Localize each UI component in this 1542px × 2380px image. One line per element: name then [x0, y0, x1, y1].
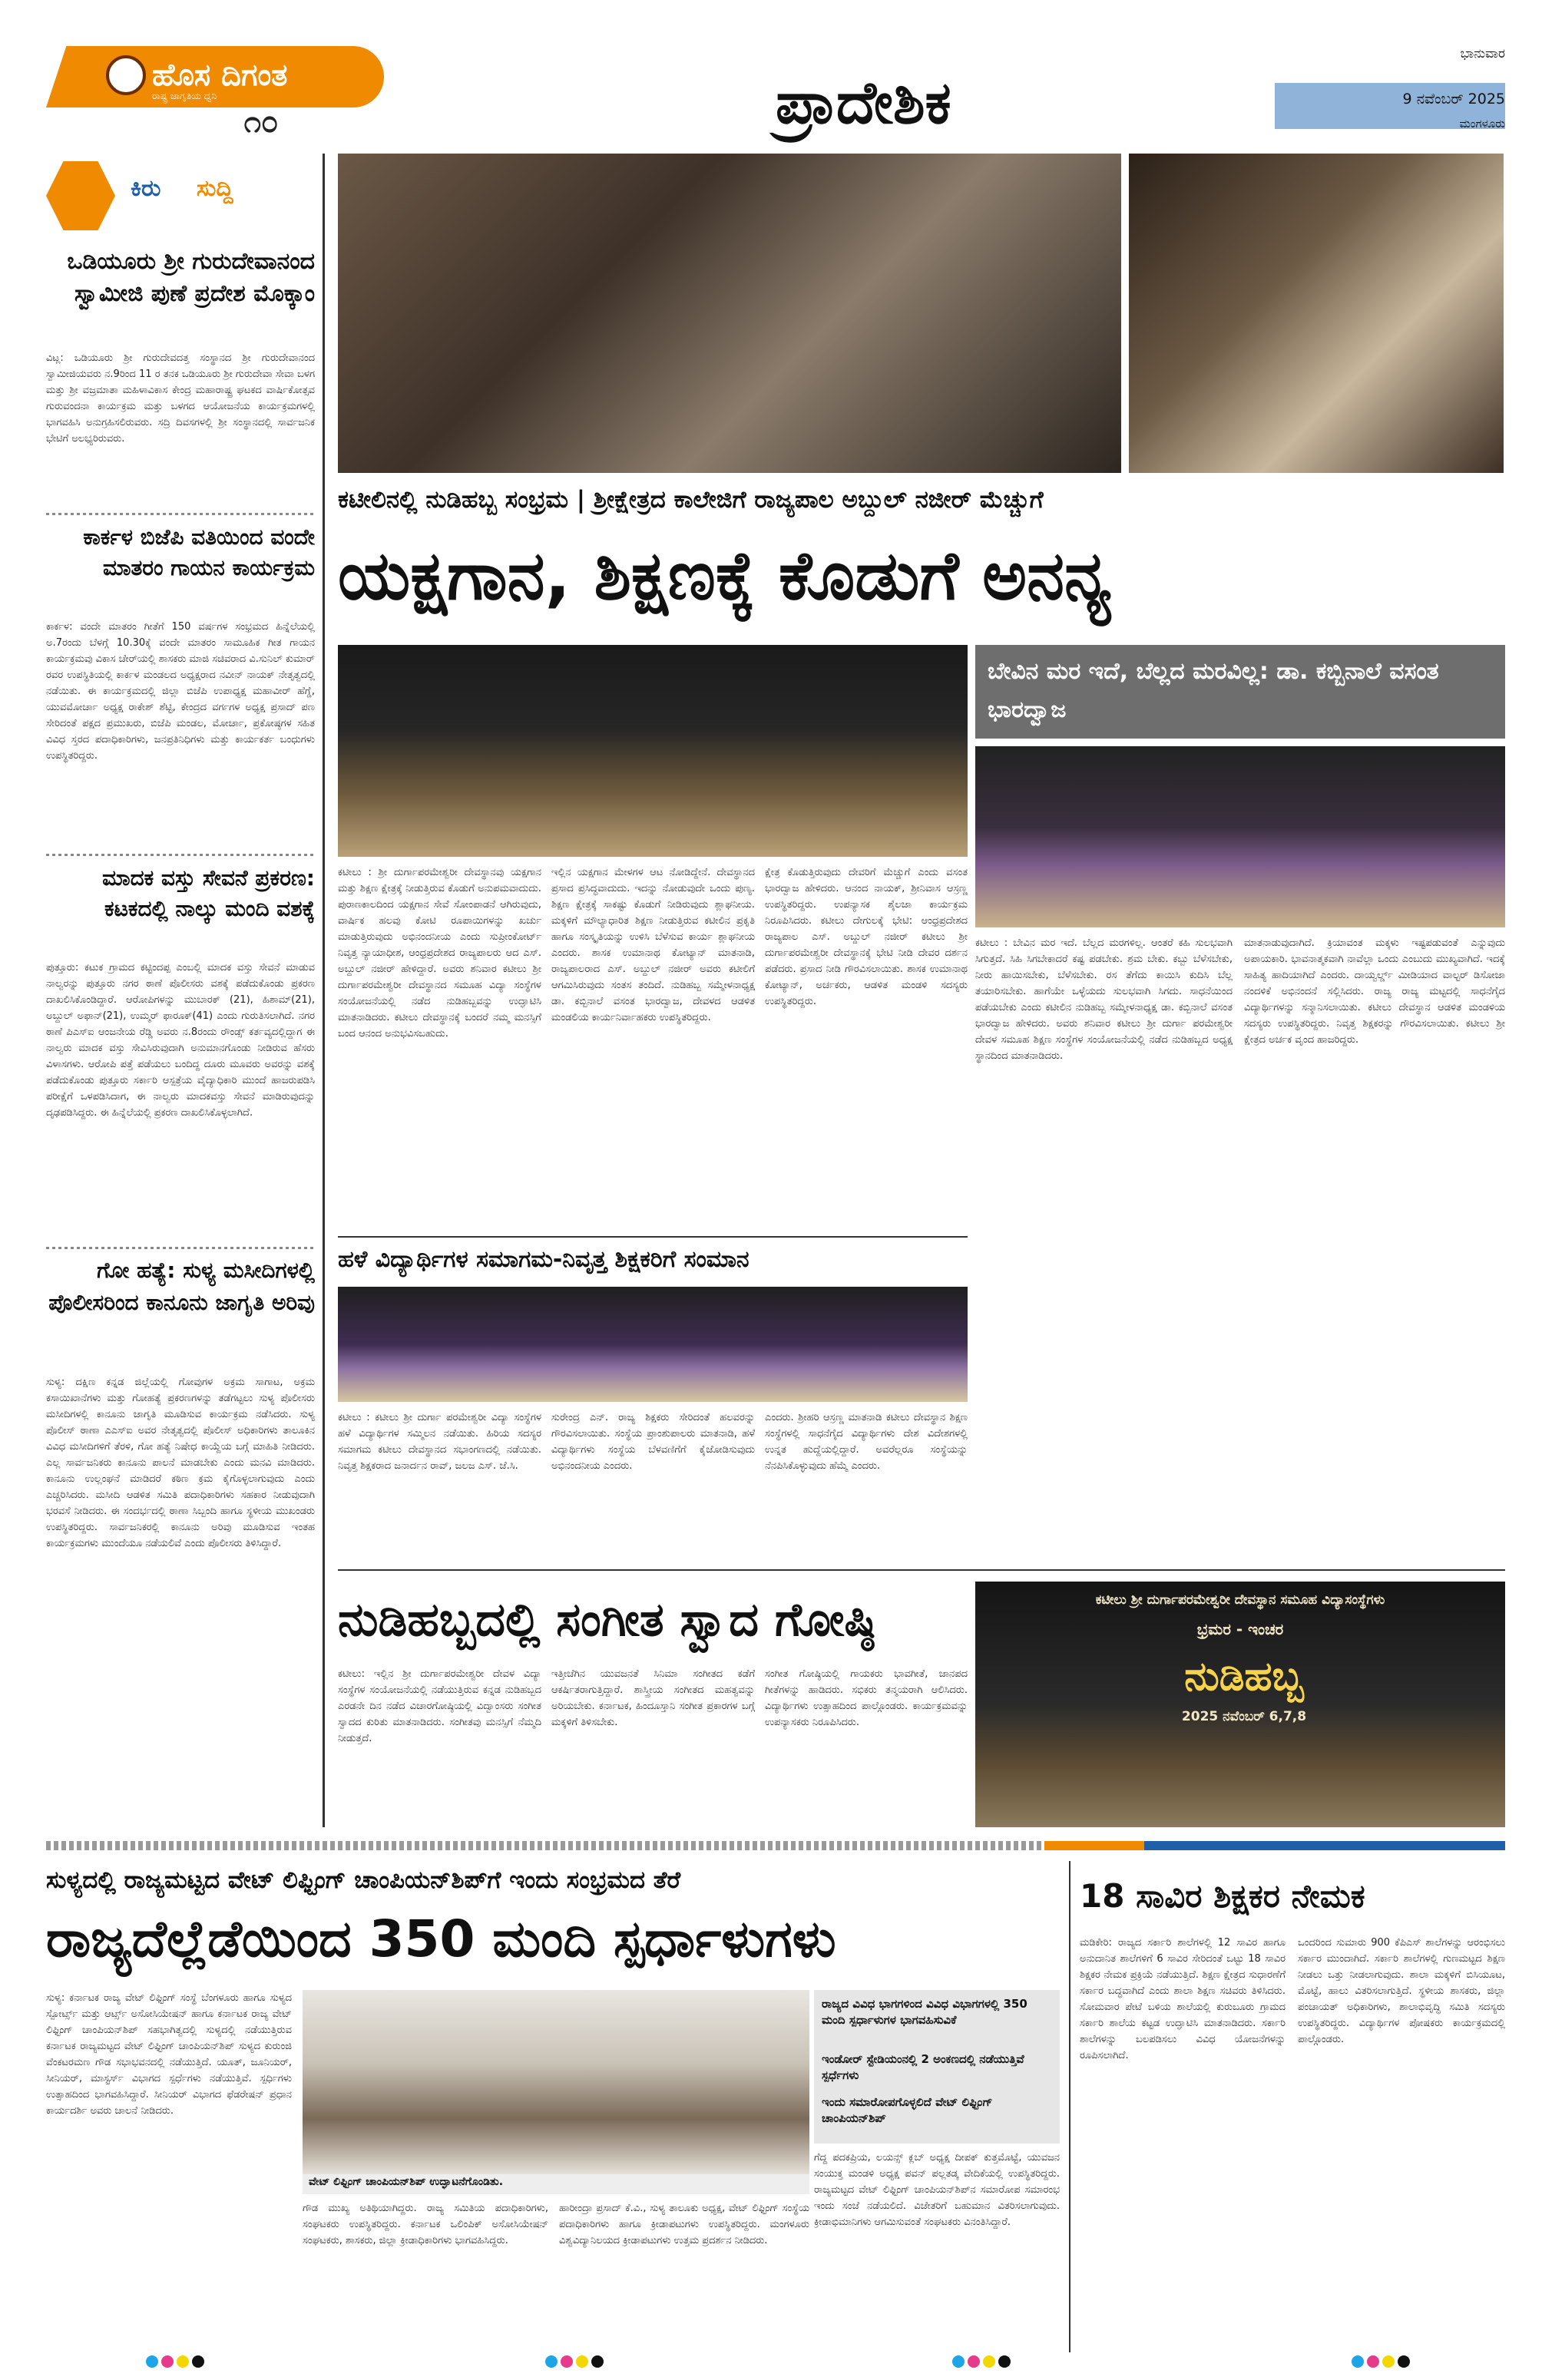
- section-rule-1: [338, 1569, 1505, 1571]
- sullia-col-2: ಗೌಡ ಮುಖ್ಯ ಅತಿಥಿಯಾಗಿದ್ದರು. ರಾಜ್ಯ ಸಮಿತಿಯ ಪದಾಧಿಕಾರಿಗಳು, ಸಂಘಟಕರು ಉಪಸ್ಥಿತರಿದ್ದರು. ಕರ್ನಾಟಕ ಒಲಿಂಪಿಕ್ ಅಸೋಸಿಯೇಷನ್ ಸಂಘಟಕರು, ಶಾಸಕರು, ಜಿಲ್ಲಾ ಕ್ರೀಡಾಧಿಕಾರಿಗಳು ಭಾಗವಹಿಸಿದ್ದರು.: [303, 2203, 548, 2246]
- right-col-1: ಕಟೀಲು : ಬೇವಿನ ಮರ ಇದೆ. ಬೆಲ್ಲದ ಮರಗಳಿಲ್ಲ. ಆಂತರೆ ಕಹಿ ಸುಲಭವಾಗಿ ಸಿಗುತ್ತದೆ. ಸಿಹಿ ಸಿಗಬೇಕಾದರೆ ಕಷ್ಟ ಪಡಬೇಕು. ಶ್ರಮ ಬೇಕು. ಕಬ್ಬು ಬೆಳೆಸಬೇಕು, ನೀರು ಹಾಯಿಸಬೇಕು, ಬೆಳೆಸಬೇಕು. ರಸ ತೆಗೆದು ಕಾಯಿಸಿ ಕುದಿಸಿ ಬೆಲ್ಲ ತಯಾರಿಸಬೇಕು. ಹಾಗೆಯೇ ಒಳ್ಳೆಯದು ಸುಲಭವಾಗಿ ಸಿಗದು. ಸಾಧನೆಯಿಂದ ಪಡೆಯಬೇಕು ಎಂದು ಕಟೀಲಿನ ನುಡಿಹಬ್ಬ ಸಮ್ಮೇಳನಾಧ್ಯಕ್ಷ ಡಾ. ಕಬ್ಬಿನಾಲೆ ವಸಂತ ಭಾರದ್ವಾಜ ಹೇಳಿದರು. ಅವರು ಶನಿವಾರ ಕಟೀಲು ಶ್ರೀ ದುರ್ಗಾ ಪರಮೇಶ್ವರೀ ದೇವಳ ಸಮೂಹ ಶಿಕ್ಷಣ ಸಂಸ್ಥೆಗಳ ಸಂಯೋಜನೆಯಲ್ಲಿ ನಡೆದ ನುಡಿಹಬ್ಬದ ಅಧ್ಯಕ್ಷ ಸ್ಥಾನದಿಂದ ಮಾತನಾಡಿದರು.: [975, 937, 1233, 1062]
- photo-felicitation-stage: [975, 746, 1505, 927]
- photo-governor-blessing: [1129, 154, 1504, 473]
- sidebar-headline-3: ಮಾದಕ ವಸ್ತು ಸೇವನೆ ಪ್ರಕರಣ: ಕಟಕದಲ್ಲಿ ನಾಲ್ಕು ಮಂದಿ ವಶಕ್ಕೆ: [102, 865, 315, 921]
- highlight-item-1: ರಾಜ್ಯದ ವಿವಿಧ ಭಾಗಗಳಿಂದ ವಿವಿಧ ವಿಭಾಗಗಳಲ್ಲಿ 350 ಮಂದಿ ಸ್ಪರ್ಧಾಳುಗಳ ಭಾಗವಹಿಸುವಿಕೆ: [822, 1997, 1027, 2027]
- photo-weightlifting-inauguration: [303, 1990, 809, 2174]
- hand-pointing-icon: [46, 161, 115, 230]
- banner-line-2: ಭ್ರಮರ - ಇಂಚರ: [1196, 1620, 1284, 1638]
- registration-dot: [1398, 2355, 1410, 2368]
- bottom-separator: [46, 1841, 1505, 1850]
- logo-tagline: ರಾಷ್ಟ್ರ ಜಾಗೃತಿಯ ಧ್ವನಿ: [152, 91, 217, 101]
- registration-dot: [983, 2355, 995, 2368]
- sidebar-headline-1: ಒಡಿಯೂರು ಶ್ರೀ ಗುರುದೇವಾನಂದ ಸ್ವಾಮೀಜಿ ಪುಣೆ ಪ್ರದೇಶ ಮೊಕ್ಕಾಂ: [67, 248, 315, 307]
- photo-alumni-felicitation: [338, 1287, 968, 1402]
- sullia-col-1: ಸುಳ್ಯ: ಕರ್ನಾಟಕ ರಾಜ್ಯ ವೇಟ್ ಲಿಫ್ಟಿಂಗ್ ಸಂಸ್ಥೆ ಬೆಂಗಳೂರು ಹಾಗೂ ಸುಳ್ಯದ ಸ್ಪೋರ್ಟ್ಸ್ ಮತ್ತು ಆರ್ಟ್ಸ್ ಅಸೋಸಿಯೇಷನ್ ಹಾಗೂ ಕರ್ನಾಟಕ ರಾಜ್ಯ ವೇಟ್ ಲಿಫ್ಟಿಂಗ್ ಚಾಂಪಿಯನ್‌ಶಿಪ್ ಸಹಭಾಗಿತ್ವದಲ್ಲಿ ಸುಳ್ಯದಲ್ಲಿ ನಡೆಯುತ್ತಿರುವ ಕರ್ನಾಟಕ ರಾಜ್ಯಮಟ್ಟದ ವೇಟ್ ಲಿಫ್ಟಿಂಗ್ ಚಾಂಪಿಯನ್‌ಶಿಪ್ ಸುಳ್ಯದ ಕುರುಂಜಿ ವೆಂಕಟರಮಣ ಗೌಡ ಸಭಾಭವನದಲ್ಲಿ ನಡೆಯುತ್ತಿದೆ. ಯೂತ್, ಜೂನಿಯರ್, ಸೀನಿಯರ್, ಮಾಸ್ಟರ್ಸ್ ವಿಭಾಗದ ಸ್ಪರ್ಧೆಗಳು ನಡೆಯುತ್ತಿವೆ. ಸ್ಪರ್ಧಿಗಳು ಉತ್ಸಾಹದಿಂದ ಭಾಗವಹಿಸಿದ್ದಾರೆ. ಸೀನಿಯರ್ ವಿಭಾಗದ ಫೆಡರೇಷನ್ ಪ್ರಧಾನ ಕಾರ್ಯದರ್ಶಿ ಅವರು ಚಾಲನೆ ನೀಡಿದರು.: [46, 1992, 292, 2117]
- registration-marks-row: [0, 2352, 1542, 2375]
- sullia-col-4: ಗೆದ್ದ ಪದಕಪ್ರಿಯ, ಲಯನ್ಸ್ ಕ್ಲಬ್ ಅಧ್ಯಕ್ಷ ದೀಪಕ್ ಕುತ್ತಮೊಟ್ಟೆ, ಯುವಜನ ಸಂಯುಕ್ತ ಮಂಡಳಿ ಅಧ್ಯಕ್ಷ ಪವನ್ ಪಲ್ಲತಡ್ಕ ವೇದಿಕೆಯಲ್ಲಿ ಉಪಸ್ಥಿತರಿದ್ದರು. ರಾಜ್ಯಮಟ್ಟದ ವೇಟ್ ಲಿಫ್ಟಿಂಗ್ ಚಾಂಪಿಯನ್‌ಶಿಪ್‌ನ ಸಮಾರೋಪ ಸಮಾರಂಭ ಇಂದು ಸಂಜೆ ನಡೆಯಲಿದೆ. ವಿಜೇತರಿಗೆ ಬಹುಮಾನ ವಿತರಿಸಲಾಗುವುದು. ಕ್ರೀಡಾಭಿಮಾನಿಗಳು ಆಗಮಿಸುವಂತೆ ಸಂಘಟಕರು ವಿನಂತಿಸಿದ್ದಾರೆ.: [814, 2152, 1060, 2228]
- alumni-col-2: ಸುರೇಂದ್ರ ಎನ್. ರಾಜ್ಯ ಶಿಕ್ಷಕರು ಸೇರಿದಂತೆ ಹಲವರನ್ನು ಗೌರವಿಸಲಾಯಿತು. ಸಂಸ್ಥೆಯ ಪ್ರಾಂಶುಪಾಲರು ಮಾತನಾಡಿ, ಹಳೆ ವಿದ್ಯಾರ್ಥಿಗಳು ಸಂಸ್ಥೆಯ ಬೆಳವಣಿಗೆಗೆ ಕೈಜೋಡಿಸುವುದು ಅಭಿನಂದನೀಯ ಎಂದರು.: [551, 1412, 755, 1472]
- highlight-item-2: ಇಂಡೋರ್ ಸ್ಟೇಡಿಯಂನಲ್ಲಿ 2 ಅಂಕಣದಲ್ಲಿ ನಡೆಯುತ್ತಿವೆ ಸ್ಪರ್ಧೆಗಳು: [822, 2052, 1024, 2082]
- registration-dot: [998, 2355, 1011, 2368]
- sidebar-divider-3: [46, 1247, 315, 1249]
- highlight-item-3: ಇಂದು ಸಮಾರೋಪಗೊಳ್ಳಲಿದೆ ವೇಟ್ ಲಿಫ್ಟಿಂಗ್ ಚಾಂಪಿಯನ್‌ಶಿಪ್: [822, 2095, 993, 2125]
- registration-dot: [576, 2355, 588, 2368]
- logo-text: ಹೊಸ ದಿಗಂತ: [152, 58, 288, 93]
- sidebar-headline-4: ಗೋ ಹತ್ಯೆ: ಸುಳ್ಯ ಮಸೀದಿಗಳಲ್ಲಿ ಪೊಲೀಸರಿಂದ ಕಾನೂನು ಜಾಗೃತಿ ಅರಿವು: [48, 1258, 315, 1315]
- teachers-col-1: ಮಡಿಕೇರಿ: ರಾಜ್ಯದ ಸರ್ಕಾರಿ ಶಾಲೆಗಳಲ್ಲಿ 12 ಸಾವಿರ ಹಾಗೂ ಅನುದಾನಿತ ಶಾಲೆಗಳಿಗೆ 6 ಸಾವಿರ ಸೇರಿದಂತೆ ಒಟ್ಟು 18 ಸಾವಿರ ಶಿಕ್ಷಕರ ನೇಮಕ ಪ್ರಕ್ರಿಯೆ ನಡೆಯುತ್ತಿದೆ. ಶಿಕ್ಷಣ ಕ್ಷೇತ್ರದ ಸುಧಾರಣೆಗೆ ಸರ್ಕಾರ ಬದ್ಧವಾಗಿದೆ ಎಂದು ಶಾಲಾ ಶಿಕ್ಷಣ ಸಚಿವರು ತಿಳಿಸಿದರು. ಸೋಮವಾರ ಪೇಟೆ ಬಳಿಯ ಶಾಲೆಯಲ್ಲಿ ಕುರುಬೂರು ಗ್ರಾಮದ ಸರ್ಕಾರಿ ಶಾಲೆಯ ಕಟ್ಟಡ ಉದ್ಘಾಟಿಸಿ ಮಾತನಾಡಿದರು. ಸರ್ಕಾರಿ ಶಾಲೆಗಳನ್ನು ಬಲಪಡಿಸಲು ವಿವಿಧ ಯೋಜನೆಗಳನ್ನು ರೂಪಿಸಲಾಗಿದೆ.: [1080, 1937, 1286, 2061]
- bottom-column-rule: [1069, 1861, 1070, 2352]
- separator-blue: [1144, 1841, 1505, 1850]
- banner-dates: 2025 ನವೆಂಬರ್ 6,7,8: [1181, 1709, 1307, 1724]
- logo-emblem-icon: [106, 55, 146, 95]
- registration-dot: [545, 2355, 558, 2368]
- photo-music-stage: [975, 1582, 1505, 1827]
- alumni-col-1: ಕಟೀಲು : ಕಟೀಲು ಶ್ರೀ ದುರ್ಗಾ ಪರಮೇಶ್ವರೀ ವಿದ್ಯಾ ಸಂಸ್ಥೆಗಳ ಹಳೆ ವಿದ್ಯಾರ್ಥಿಗಳ ಸಮ್ಮಿಲನ ನಡೆಯಿತು. ಹಿರಿಯ ಸದಸ್ಯರ ಸಮಾಗಮ ಕಟೀಲು ದೇವಸ್ಥಾನದ ಸಭಾಂಗಣದಲ್ಲಿ ನಡೆಯಿತು. ನಿವೃತ್ತ ಶಿಕ್ಷಕರಾದ ಜನಾರ್ದನ ರಾವ್, ಜಲಜ ಎಸ್. ಜೆ.ಸಿ.: [338, 1412, 541, 1472]
- masthead: [0, 0, 1542, 146]
- registration-dot: [1382, 2355, 1395, 2368]
- registration-dot: [1352, 2355, 1364, 2368]
- registration-dot: [1367, 2355, 1379, 2368]
- registration-dot: [161, 2355, 174, 2368]
- registration-dot: [146, 2355, 158, 2368]
- sullia-kicker: ಸುಳ್ಯದಲ್ಲಿ ರಾಜ್ಯಮಟ್ಟದ ವೇಟ್ ಲಿಫ್ಟಿಂಗ್ ಚಾಂಪಿಯನ್‌ಶಿಪ್‌ಗೆ ಇಂದು ಸಂಭ್ರಮದ ತೆರೆ: [46, 1866, 681, 1894]
- sidebar-body-4: ಸುಳ್ಯ: ದಕ್ಷಿಣ ಕನ್ನಡ ಜಿಲ್ಲೆಯಲ್ಲಿ ಗೋವುಗಳ ಅಕ್ರಮ ಸಾಗಾಟ, ಅಕ್ರಮ ಕಸಾಯಿಖಾನೆಗಳು ಮತ್ತು ಗೋಹತ್ಯೆ ಪ್ರಕರಣಗಳನ್ನು ತಡೆಗಟ್ಟಲು ಸುಳ್ಯ ಪೊಲೀಸರು ಮಸೀದಿಗಳಲ್ಲಿ ಕಾನೂನು ಜಾಗೃತಿ ಮೂಡಿಸುವ ಕಾರ್ಯಕ್ರಮ ನಡೆಸಿದರು. ಸುಳ್ಯ ಪೊಲೀಸ್ ಠಾಣಾ ಎಎಸ್ಐ ಅವರ ನೇತೃತ್ವದಲ್ಲಿ ಪೊಲೀಸ್ ಅಧಿಕಾರಿಗಳು ತಾಲೂಕಿನ ವಿವಿಧ ಮಸೀದಿಗಳಿಗೆ ತೆರಳಿ, ಗೋ ಹತ್ಯೆ ನಿಷೇಧ ಕಾಯ್ದೆಯ ಬಗ್ಗೆ ಮಾಹಿತಿ ನೀಡಿದರು. ಎಲ್ಲ ಸಾರ್ವಜನಿಕರು ಕಾನೂನು ಪಾಲನೆ ಮಾಡಬೇಕು ಎಂದು ಮನವಿ ಮಾಡಿದರು. ಕಾನೂನು ಉಲ್ಲಂಘನೆ ಮಾಡಿದರೆ ಕಠಿಣ ಕ್ರಮ ಕೈಗೊಳ್ಳಲಾಗುವುದು ಎಂದು ಎಚ್ಚರಿಸಿದರು. ಮಸೀದಿ ಆಡಳಿತ ಸಮಿತಿ ಪದಾಧಿಕಾರಿಗಳು ಸಹಕಾರ ನೀಡುವುದಾಗಿ ಭರವಸೆ ನೀಡಿದರು. ಈ ಸಂದರ್ಭದಲ್ಲಿ ಠಾಣಾ ಸಿಬ್ಬಂದಿ ಹಾಗೂ ಸ್ಥಳೀಯ ಮುಖಂಡರು ಉಪಸ್ಥಿತರಿದ್ದರು. ಸಾರ್ವಜನಿಕರಲ್ಲಿ ಕಾನೂನು ಅರಿವು ಮೂಡಿಸುವ ಇಂತಹ ಕಾರ್ಯಕ್ರಮಗಳು ಮುಂದೆಯೂ ನಡೆಯಲಿವೆ ಎಂದು ಪೊಲೀಸರು ತಿಳಿಸಿದ್ದಾರೆ.: [46, 1377, 315, 1549]
- sidebar-body-1: ವಿಟ್ಲ: ಒಡಿಯೂರು ಶ್ರೀ ಗುರುದೇವದತ್ತ ಸಂಸ್ಥಾನದ ಶ್ರೀ ಗುರುದೇವಾನಂದ ಸ್ವಾಮೀಜಿಯವರು ನ.9ರಿಂದ 11 ರ ತನಕ ಒಡಿಯೂರು ಶ್ರೀ ಗುರುದೇವಾ ಸೇವಾ ಬಳಗ ಮತ್ತು ಶ್ರೀ ವಜ್ರಮಾತಾ ಮಹಿಳಾವಿಕಾಸ ಕೇಂದ್ರ ಮಹಾರಾಷ್ಟ್ರ ಘಟಕದ ವಾರ್ಷಿಕೋತ್ಸವ ಗುರುವಂದನಾ ಕಾರ್ಯಕ್ರಮ ಮತ್ತು ಬಳಗದ ಆಯೋಜನೆಯ ಕಾರ್ಯಕ್ರಮಗಳಲ್ಲಿ ಭಾಗವಹಿಸಿ ಅನುಗ್ರಹಿಸಲಿರುವರು. ಸದ್ರಿ ದಿವಸಗಳಲ್ಲಿ ಶ್ರೀ ಸಂಸ್ಥಾನದಲ್ಲಿ ಸಾರ್ವಜನಿಕ ಭೇಟಿಗೆ ಅಲಭ್ಯರಿರುವರು.: [46, 352, 315, 445]
- lead-col-2: ಇಲ್ಲಿನ ಯಕ್ಷಗಾನ ಮೇಳಗಳ ಆಟ ನೋಡಿದ್ದೇನೆ. ದೇವಸ್ಥಾನದ ಪ್ರಸಾದ ಪ್ರಸಿದ್ಧವಾದುದು. ಇದನ್ನು ನೋಡುವುದೇ ಒಂದು ಪುಣ್ಯ. ಶಿಕ್ಷಣ ಕ್ಷೇತ್ರಕ್ಕೆ ಸಾಕಷ್ಟು ಕೊಡುಗೆ ನೀಡಿರುವುದು ಶ್ಲಾಘನೀಯ. ಮಕ್ಕಳಿಗೆ ಮೌಲ್ಯಾಧಾರಿತ ಶಿಕ್ಷಣ ನೀಡುತ್ತಿರುವ ಕಟೀಲಿನ ಪ್ರಕೃತಿ ಹಾಗೂ ಸಂಸ್ಕೃತಿಯನ್ನು ಉಳಿಸಿ ಬೆಳೆಸುವ ಕಾರ್ಯ ಶ್ಲಾಘನೀಯ ಎಂದರು. ಶಾಸಕ ಉಮಾನಾಥ ಕೋಟ್ಯಾನ್ ಮಾತನಾಡಿ, ರಾಜ್ಯಪಾಲರಾದ ಎಸ್. ಅಬ್ದುಲ್ ನಜೀರ್ ಅವರು ಕಟೀಲಿಗೆ ಆಗಮಿಸಿರುವುದು ಸಂತಸ ತಂದಿದೆ. ನುಡಿಹಬ್ಬ ಸಮ್ಮೇಳನಾಧ್ಯಕ್ಷ ಡಾ. ಕಬ್ಬಿನಾಲೆ ವಸಂತ ಭಾರದ್ವಾಜ, ದೇವಳದ ಆಡಳಿತ ಮಂಡಲಿಯ ಕಾರ್ಯನಿರ್ವಾಹಕರು ಉಪಸ್ಥಿತರಿದ್ದರು.: [551, 867, 755, 1023]
- sullia-col-3: ಹಾರೀಂದ್ರಾ ಪ್ರಸಾದ್ ಕೆ.ವಿ., ಸುಳ್ಯ ತಾಲೂಕು ಅಧ್ಯಕ್ಷ, ವೇಟ್ ಲಿಫ್ಟಿಂಗ್ ಸಂಸ್ಥೆಯ ಪದಾಧಿಕಾರಿಗಳು ಹಾಗೂ ಕ್ರೀಡಾಪಟುಗಳು ಉಪಸ್ಥಿತರಿದ್ದರು. ಮಂಗಳೂರು ವಿಶ್ವವಿದ್ಯಾನಿಲಯದ ಕ್ರೀಡಾಪಟುಗಳು ಉತ್ತಮ ಪ್ರದರ್ಶನ ನೀಡಿದರು.: [559, 2203, 809, 2246]
- photo-nudihabba-stage: [338, 645, 968, 857]
- registration-dot: [192, 2355, 204, 2368]
- music-col-2: ಇತ್ತೀಚೆಗಿನ ಯುವಜನತೆ ಸಿನಿಮಾ ಸಂಗೀತದ ಕಡೆಗೆ ಆಕರ್ಷಿತರಾಗುತ್ತಿದ್ದಾರೆ. ಶಾಸ್ತ್ರೀಯ ಸಂಗೀತದ ಮಹತ್ವವನ್ನು ಅರಿಯಬೇಕು. ಕರ್ನಾಟಕ, ಹಿಂದೂಸ್ತಾನಿ ಸಂಗೀತ ಪ್ರಕಾರಗಳ ಬಗ್ಗೆ ಮಕ್ಕಳಿಗೆ ತಿಳಿಸಬೇಕು.: [551, 1668, 755, 1728]
- sullia-highlight-box: [814, 1990, 1060, 2144]
- music-col-3: ಸಂಗೀತ ಗೋಷ್ಠಿಯಲ್ಲಿ ಗಾಯಕರು ಭಾವಗೀತೆ, ಜಾನಪದ ಗೀತೆಗಳನ್ನು ಹಾಡಿದರು. ಸಭಿಕರು ತನ್ಮಯರಾಗಿ ಆಲಿಸಿದರು. ವಿದ್ಯಾರ್ಥಿಗಳು ಉತ್ಸಾಹದಿಂದ ಪಾಲ್ಗೊಂಡರು. ಕಾರ್ಯಕ್ರಮವನ್ನು ಉಪನ್ಯಾಸಕರು ನಿರೂಪಿಸಿದರು.: [765, 1668, 968, 1728]
- sidebar-divider: [323, 154, 325, 1827]
- kiru-word: ಕಿರು: [131, 175, 161, 202]
- lead-kicker: ಕಟೀಲಿನಲ್ಲಿ ನುಡಿಹಬ್ಬ ಸಂಭ್ರಮ | ಶ್ರೀಕ್ಷೇತ್ರದ ಕಾಲೇಜಿಗೆ ರಾಜ್ಯಪಾಲ ಅಬ್ದುಲ್ ನಜೀರ್ ಮೆಚ್ಚುಗೆ: [338, 486, 1044, 514]
- sidebar-divider-2: [46, 854, 315, 856]
- sidebar-headline-2: ಕಾರ್ಕಳ ಬಿಜೆಪಿ ವತಿಯಿಂದ ವಂದೇ ಮಾತರಂ ಗಾಯನ ಕಾರ್ಯಕ್ರಮ: [83, 524, 315, 580]
- alumni-col-3: ಎಂದರು. ಶ್ರೀಹರಿ ಆಸ್ರಣ್ಣ ಮಾತನಾಡಿ ಕಟೀಲು ದೇವಸ್ಥಾನ ಶಿಕ್ಷಣ ಸಂಸ್ಥೆಗಳಲ್ಲಿ ಸಾಧನೆಗೈದ ವಿದ್ಯಾರ್ಥಿಗಳು ದೇಶ ವಿದೇಶಗಳಲ್ಲಿ ಉನ್ನತ ಹುದ್ದೆಯಲ್ಲಿದ್ದಾರೆ. ಅವರೆಲ್ಲರೂ ಸಂಸ್ಥೆಯನ್ನು ನೆನಪಿಸಿಕೊಳ್ಳುವುದು ಹೆಮ್ಮೆ ಎಂದರು.: [765, 1412, 968, 1472]
- alumni-headline-rule: [338, 1236, 968, 1238]
- music-headline: ನುಡಿಹಬ್ಬದಲ್ಲಿ ಸಂಗೀತ ಸ್ವಾದ ಗೋಷ್ಠಿ: [338, 1593, 876, 1647]
- photo-caption: ವೇಟ್ ಲಿಫ್ಟಿಂಗ್ ಚಾಂಪಿಯನ್‌ಶಿಪ್ ಉದ್ಘಾಟನೆಗೊಂಡಿತು.: [309, 2176, 504, 2188]
- right-header-text: ಬೇವಿನ ಮರ ಇದೆ, ಬೆಲ್ಲದ ಮರವಿಲ್ಲ: ಡಾ. ಕಬ್ಬಿನಾಲೆ ವಸಂತ ಭಾರದ್ವಾಜ: [988, 658, 1439, 723]
- registration-dot: [968, 2355, 980, 2368]
- page-number: ೧೦: [243, 104, 279, 140]
- lead-col-3: ಕ್ಷೇತ್ರ ಕೊಡುತ್ತಿರುವುದು ದೇವರಿಗೆ ಮೆಚ್ಚುಗೆ ಎಂದು ವಸಂತ ಭಾರದ್ವಾಜ ಹೇಳಿದರು. ಆನಂದ ನಾಯಕ್, ಶ್ರೀನಿವಾಸ ಆಸ್ರಣ್ಣ ಉಪಸ್ಥಿತರಿದ್ದರು. ಉಪನ್ಯಾಸಕ ಶೈಲಜಾ ಕಾರ್ಯಕ್ರಮ ನಿರೂಪಿಸಿದರು. ಕಟೀಲು ದೇಗುಲಕ್ಕೆ ಭೇಟಿ: ಆಂಧ್ರಪ್ರದೇಶದ ರಾಜ್ಯಪಾಲ ಎಸ್. ಅಬ್ದುಲ್ ನಜೀರ್ ಕಟೀಲು ಶ್ರೀ ದುರ್ಗಾಪರಮೇಶ್ವರೀ ದೇವಸ್ಥಾನಕ್ಕೆ ಭೇಟಿ ನೀಡಿ ದೇವರ ದರ್ಶನ ಪಡೆದರು. ಪ್ರಸಾದ ನೀಡಿ ಗೌರವಿಸಲಾಯಿತು. ಶಾಸಕ ಉಮಾನಾಥ ಕೋಟ್ಯಾನ್, ಅರ್ಚಕರು, ಆಡಳಿತ ಮಂಡಳಿ ಸದಸ್ಯರು ಉಪಸ್ಥಿತರಿದ್ದರು.: [765, 867, 968, 1007]
- right-header-box: [975, 645, 1505, 739]
- photo-caption-bar: [303, 2174, 809, 2194]
- separator-orange: [1044, 1841, 1144, 1850]
- music-col-1: ಕಟೀಲು: ಇಲ್ಲಿನ ಶ್ರೀ ದುರ್ಗಾಪರಮೇಶ್ವರೀ ದೇವಳ ವಿದ್ಯಾ ಸಂಸ್ಥೆಗಳ ಸಂಯೋಜನೆಯಲ್ಲಿ ನಡೆಯುತ್ತಿರುವ ಕನ್ನಡ ನುಡಿಹಬ್ಬದ ಎರಡನೇ ದಿನ ನಡೆದ ವಿಚಾರಗೋಷ್ಠಿಯಲ್ಲಿ ವಿದ್ವಾಂಸರು ಸಂಗೀತ ಸ್ವಾದದ ಕುರಿತು ಮಾತನಾಡಿದರು. ಸಂಗೀತವು ಮನಸ್ಸಿಗೆ ನೆಮ್ಮದಿ ನೀಡುತ್ತದೆ.: [338, 1668, 541, 1744]
- kiru-suddi-label: [46, 154, 315, 230]
- teachers-headline: 18 ಸಾವಿರ ಶಿಕ್ಷಕರ ನೇಮಕ: [1080, 1877, 1365, 1915]
- separator-dashes: [46, 1841, 1044, 1850]
- right-col-2: ಮಾತನಾಡುವುದಾಗಿದೆ. ಕ್ರಿಯಾವಂತ ಮಕ್ಕಳು ಇಷ್ಟಪಡುವಂತೆ ಎನ್ನುವುದು ಅಪಾಯಕಾರಿ. ಭಾವನಾತ್ಮಕವಾಗಿ ನಾವೆಲ್ಲಾ ಒಂದು ಎಂಬುದು ಮುಖ್ಯವಾಗಿದೆ. ಇದಕ್ಕೆ ಸಾಹಿತ್ಯ ಹಾದಿಯಾಗಿದೆ ಎಂದರು. ದಾಯ್ವರ್ಲ್ಡ್ ಮೀಡಿಯಾದ ವಾಲ್ಟರ್ ಡಿಸೋಜಾ ನಂದಳಿಕೆ ಅಭಿನಂದನೆ ಸಲ್ಲಿಸಿದರು. ರಾಜ್ಯ ರಾಜ್ಯ ಮಟ್ಟದಲ್ಲಿ ಸಾಧನೆಗೈದ ವಿದ್ಯಾರ್ಥಿಗಳನ್ನು ಸನ್ಮಾನಿಸಲಾಯಿತು. ಕಟೀಲು ದೇವಸ್ಥಾನ ಆಡಳಿತ ಮಂಡಳಿಯ ಸದಸ್ಯರು ಉಪಸ್ಥಿತರಿದ್ದರು. ನಿವೃತ್ತ ಶಿಕ್ಷಕರನ್ನು ಗೌರವಿಸಲಾಯಿತು. ಕಟೀಲು ಶ್ರೀ ಕ್ಷೇತ್ರದ ಅರ್ಚಕ ವೃಂದ ಹಾಜರಿದ್ದರು.: [1244, 937, 1505, 1046]
- registration-dot: [561, 2355, 573, 2368]
- registration-dot: [952, 2355, 965, 2368]
- lead-headline: ಯಕ್ಷಗಾನ, ಶಿಕ್ಷಣಕ್ಕೆ ಕೊಡುಗೆ ಅನನ್ಯ: [338, 536, 1112, 615]
- city-label: ಮಂಗಳೂರು: [1459, 117, 1505, 131]
- teachers-col-2: ಒಂದರಿಂದ ಸುಮಾರು 900 ಕೆಪಿಎಸ್ ಶಾಲೆಗಳನ್ನು ಆರಂಭಿಸಲು ಸರ್ಕಾರ ಮುಂದಾಗಿದೆ. ಸರ್ಕಾರಿ ಶಾಲೆಗಳಲ್ಲಿ ಗುಣಮಟ್ಟದ ಶಿಕ್ಷಣ ನೀಡಲು ಒತ್ತು ನೀಡಲಾಗುವುದು. ಶಾಲಾ ಮಕ್ಕಳಿಗೆ ಬಿಸಿಯೂಟ, ಮೊಟ್ಟೆ, ಹಾಲು ವಿತರಿಸಲಾಗುತ್ತಿದೆ. ಸ್ಥಳೀಯ ಶಾಸಕರು, ಜಿಲ್ಲಾ ಪಂಚಾಯತ್ ಅಧಿಕಾರಿಗಳು, ಶಾಲಾಭಿವೃದ್ಧಿ ಸಮಿತಿ ಸದಸ್ಯರು ಉಪಸ್ಥಿತರಿದ್ದರು. ವಿದ್ಯಾರ್ಥಿಗಳ ಪೋಷಕರು ಕಾರ್ಯಕ್ರಮದಲ್ಲಿ ಪಾಲ್ಗೊಂಡರು.: [1298, 1937, 1505, 2045]
- alumni-headline: ಹಳೆ ವಿದ್ಯಾರ್ಥಿಗಳ ಸಮಾಗಮ-ನಿವೃತ್ತ ಶಿಕ್ಷಕರಿಗೆ ಸಂಮಾನ: [338, 1246, 749, 1273]
- date-label: 9 ನವೆಂಬರ್ 2025: [1402, 91, 1505, 107]
- lead-col-1: ಕಟೀಲು : ಶ್ರೀ ದುರ್ಗಾಪರಮೇಶ್ವರೀ ದೇವಸ್ಥಾನವು ಯಕ್ಷಗಾನ ಮತ್ತು ಶಿಕ್ಷಣ ಕ್ಷೇತ್ರಕ್ಕೆ ನೀಡುತ್ತಿರುವ ಕೊಡುಗೆ ಅನುಪಮವಾದುದು. ಪುರಾಣಕಾಲದಿಂದ ಯಕ್ಷಗಾನ ಸೇವೆ ಸೋಂಪಾಡನೆ ಆಗಿರುವುದು, ವಾರ್ಷಿಕ ಹಲವು ಕೋಟಿ ರೂಪಾಯಿಗಳನ್ನು ಖರ್ಚು ಮಾಡುತ್ತಿರುವುದು ಅಭಿನಂದನೀಯ ಎಂದು ಸುಪ್ರೀಂಕೋರ್ಟ್ ನಿವೃತ್ತ ನ್ಯಾಯಾಧೀಶ, ಆಂಧ್ರಪ್ರದೇಶದ ರಾಜ್ಯಪಾಲರು ಆದ ಎಸ್. ಅಬ್ದುಲ್ ನಜೀರ್ ಹೇಳಿದ್ದಾರೆ. ಅವರು ಶನಿವಾರ ಕಟೀಲು ಶ್ರೀ ದುರ್ಗಾಪರಮೇಶ್ವರೀ ದೇವಸ್ಥಾನದ ಸಮೂಹ ವಿದ್ಯಾ ಸಂಸ್ಥೆಗಳ ಸಂಯೋಜನೆಯಲ್ಲಿ ನಡೆದ ನುಡಿಹಬ್ಬವನ್ನು ಉದ್ಘಾಟಿಸಿ ಮಾತನಾಡಿದರು. ಕಟೀಲು ದೇವಸ್ಥಾನಕ್ಕೆ ಬಂದರೆ ನಮ್ಮ ಮನಸ್ಸಿಗೆ ಬಂದ ಆನಂದ ಅನುಭವಿಸಬಹುದು.: [338, 867, 541, 1040]
- section-title: ಪ್ರಾದೇಶಿಕ: [776, 68, 951, 137]
- sullia-headline: ರಾಜ್ಯದೆಲ್ಲೆಡೆಯಿಂದ 350 ಮಂದಿ ಸ್ಪರ್ಧಾಳುಗಳು: [46, 1909, 836, 1968]
- banner-title: ನುಡಿಹಬ್ಬ: [1184, 1654, 1304, 1700]
- banner-line-1: ಕಟೀಲು ಶ್ರೀ ದುರ್ಗಾಪರಮೇಶ್ವರೀ ದೇವಸ್ಥಾನ ಸಮೂಹ ವಿದ್ಯಾಸಂಸ್ಥೆಗಳು: [1095, 1592, 1385, 1608]
- sidebar-body-3: ಪುತ್ತೂರು: ಕಟುಕ ಗ್ರಾಮದ ಕಟ್ಟಿಂದಪ್ಪ ಎಂಬಲ್ಲಿ ಮಾದಕ ವಸ್ತು ಸೇವನೆ ಮಾಡುವ ನಾಲ್ವರನ್ನು ಪುತ್ತೂರು ನಗರ ಠಾಣೆ ಪೊಲೀಸರು ವಶಕ್ಕೆ ಪಡೆದುಕೊಂಡು ಪ್ರಕರಣ ದಾಖಲಿಸಿಕೊಂಡಿದ್ದಾರೆ. ಆರೋಪಿಗಳನ್ನು ಮುಬಾರಕ್ (21), ಹಿಶಾಮ್(21), ಅಬ್ದುಲ್ ಅಫಾನ್(21), ಉಮ್ಮರ್ ಫಾರೂಕ್(41) ಎಂದು ಗುರುತಿಸಲಾಗಿದೆ. ನಗರ ಠಾಣೆ ಪಿಎಸ್ಐ ಆಂಜನೇಯ ರೆಡ್ಡಿ ಅವರು ನ.8ರಂದು ರೌಂಡ್ಸ್ ಕರ್ತವ್ಯದಲ್ಲಿದ್ದಾಗ ಈ ನಾಲ್ವರು ಮಾದಕ ವಸ್ತು ಸೇವಿಸಿರುವುದಾಗಿ ಅನುಮಾನಗೊಂಡು ನೀಡಿರುವ ಹೆಸರು ವಿಳಾಸಗಳು. ಆರೋಪಿ ಪತ್ತೆ ಪಡೆಯಲು ಬಂದಿದ್ದ ದೂರು ಮೂವರು ಅವರನ್ನು ವಶಕ್ಕೆ ಪಡೆದುಕೊಂಡು ಪುತ್ತೂರು ಸರ್ಕಾರಿ ಆಸ್ಪತ್ರೆಯ ವೈದ್ಯಾಧಿಕಾರಿ ಮುಂದೆ ಹಾಜರುಪಡಿಸಿ ಪರೀಕ್ಷೆಗೆ ಒಳಪಡಿಸಿದಾಗ, ಈ ನಾಲ್ವರು ಮಾದಕವಸ್ತು ಸೇವನೆ ಮಾಡಿರುವುದನ್ನು ದೃಢಪಡಿಸಿದ್ದರು. ಈ ಹಿನ್ನೆಲೆಯಲ್ಲಿ ಪ್ರಕರಣ ದಾಖಲಿಸಿಕೊಳ್ಳಲಾಗಿದೆ.: [46, 962, 315, 1119]
- photo-governor-arrival: [338, 154, 1121, 473]
- registration-dot: [591, 2355, 604, 2368]
- sidebar-divider-1: [46, 513, 315, 515]
- sidebar-body-2: ಕಾರ್ಕಳ: ವಂದೇ ಮಾತರಂ ಗೀತೆಗೆ 150 ವರ್ಷಗಳ ಸಂಭ್ರಮದ ಹಿನ್ನೆಲೆಯಲ್ಲಿ ಅ.7ರಂದು ಬೆಳಗ್ಗೆ 10.30ಕ್ಕೆ ವಂದೇ ಮಾತರಂ ಸಾಮೂಹಿಕ ಗೀತ ಗಾಯನ ಕಾರ್ಯಕ್ರಮವು ವಿಕಾಸ ಚೇರ್‌ಯಲ್ಲಿ ಶಾಸಕರು ಮಾಜಿ ಸಚಿವರಾದ ವಿ.ಸುನಿಲ್ ಕುಮಾರ್ ರವರ ಉಪಸ್ಥಿತಿಯಲ್ಲಿ ಕಾರ್ಕಳ ಮಂಡಲದ ಅಧ್ಯಕ್ಷರಾದ ನವೀನ್ ನಾಯಕ್ ನೇತೃತ್ವದಲ್ಲಿ ನಡೆಯಿತು. ಈ ಕಾರ್ಯಕ್ರಮದಲ್ಲಿ ಜಿಲ್ಲಾ ಬಿಜೆಪಿ ಉಪಾಧ್ಯಕ್ಷ ಮಹಾವೀರ್ ಹೆಗ್ಡೆ, ಯುವಮೋರ್ಚಾ ಅಧ್ಯಕ್ಷ ರಾಕೇಶ್ ಶೆಟ್ಟಿ, ಕೇಂದ್ರದ ವರ್ಗಗಳ ಅಧ್ಯಕ್ಷ ಪ್ರಸಾದ್ ಪಣ ಸೇರಿದಂತೆ ಪಕ್ಷದ ಪ್ರಮುಖರು, ಬಿಜೆಪಿ ಮಂಡಲ, ಮೋರ್ಚಾ, ಪ್ರಕೋಷ್ಠಗಳ ಸಹಿತ ವಿವಿಧ ಸ್ತರದ ಪದಾಧಿಕಾರಿಗಳು, ಜನಪ್ರತಿನಿಧಿಗಳು ಮತ್ತು ಕಾರ್ಯಕರ್ತ ಬಂಧುಗಳು ಉಪಸ್ಥಿತರಿದ್ದರು.: [46, 621, 315, 762]
- day-label: ಭಾನುವಾರ: [1460, 46, 1505, 61]
- suddi-word: ಸುದ್ದಿ: [197, 175, 233, 202]
- registration-dot: [177, 2355, 189, 2368]
